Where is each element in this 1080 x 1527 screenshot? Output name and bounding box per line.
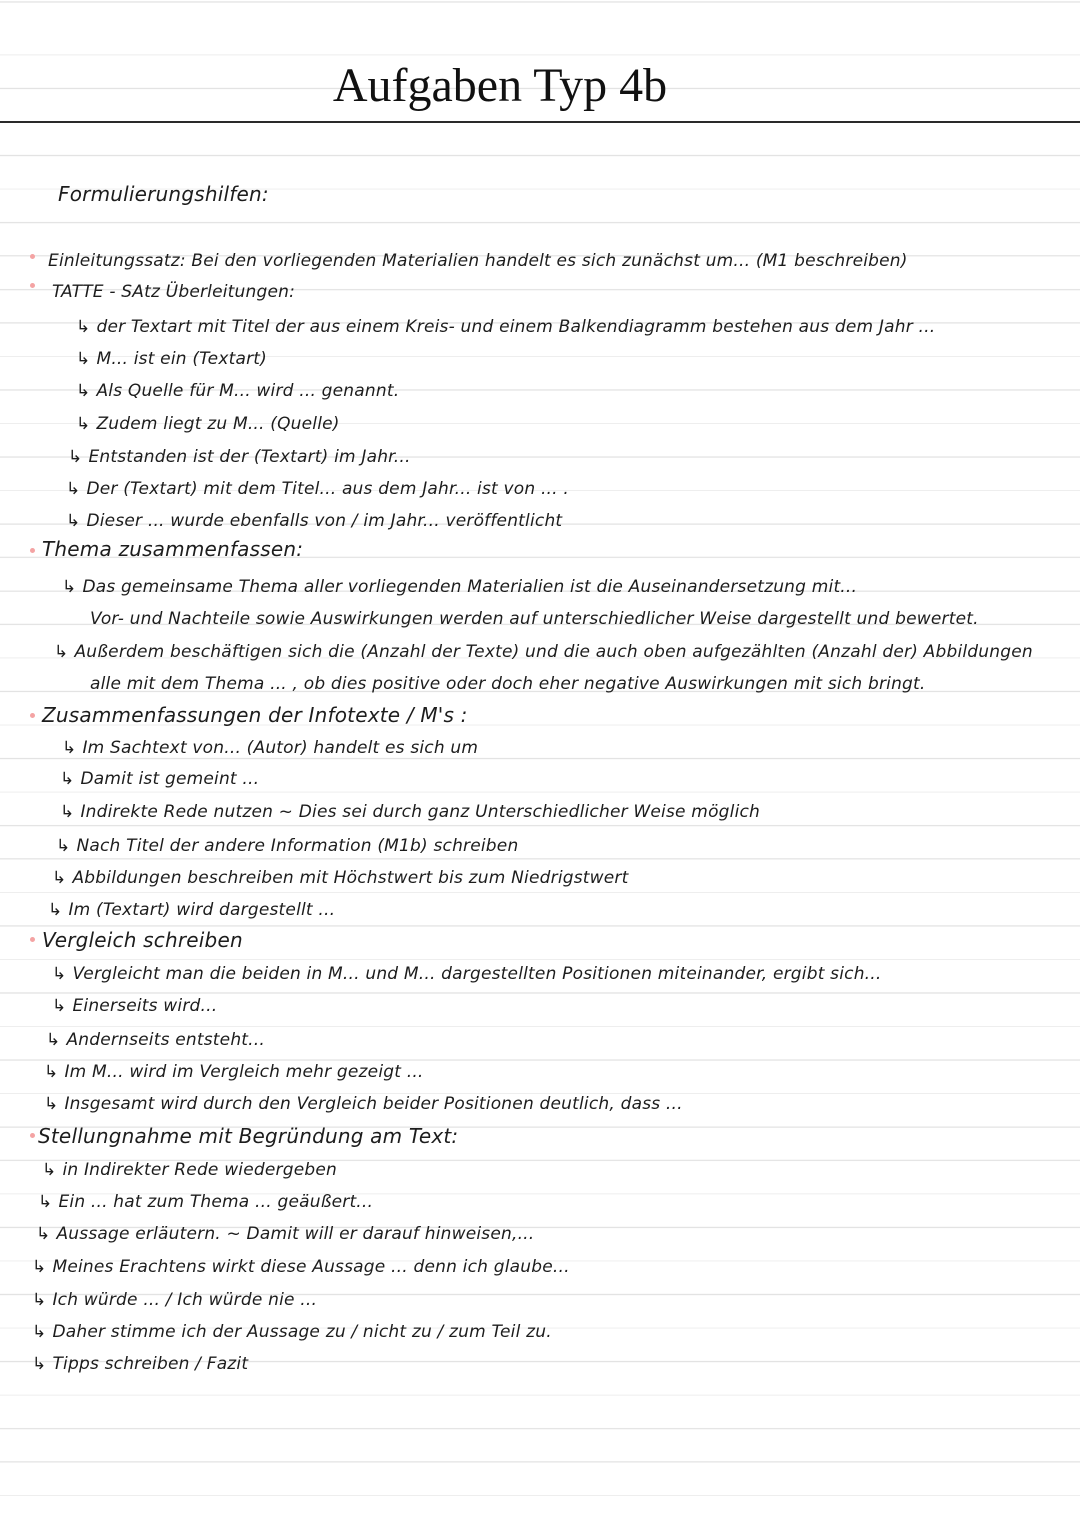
line-thema-4: alle mit dem Thema ... , ob dies positive oder doch eher negative Auswirkungen mit sich bringt.: [90, 674, 926, 694]
arrow-icon: ↳: [60, 769, 75, 789]
line-stellungnahme-1: ↳ in Indirekter Rede wiedergeben: [42, 1160, 337, 1180]
heading-formulierungshilfen: Formulierungshilfen:: [58, 182, 269, 206]
arrow-icon: ↳: [76, 381, 91, 401]
line-tatte-2: ↳ M... ist ein (Textart): [76, 349, 267, 369]
arrow-icon: ↳: [56, 836, 71, 856]
arrow-icon: ↳: [68, 447, 83, 467]
arrow-icon: ↳: [76, 349, 91, 369]
line-stellungnahme-7: ↳ Tipps schreiben / Fazit: [32, 1354, 249, 1374]
line-stellungnahme-6: ↳ Daher stimme ich der Aussage zu / nicht zu / zum Teil zu.: [32, 1322, 552, 1342]
arrow-icon: ↳: [32, 1257, 47, 1277]
line-thema-1: ↳ Das gemeinsame Thema aller vorliegenden Materialien ist die Auseinandersetzung mit...: [62, 577, 858, 597]
bullet-dot: [30, 1133, 35, 1138]
line-zusammenfassung-6: ↳ Im (Textart) wird dargestellt ...: [48, 900, 336, 920]
line-thema-zusammenfassen: Thema zusammenfassen:: [42, 537, 304, 561]
page-title: Aufgaben Typ 4b: [332, 59, 668, 112]
line-tatte-1: ↳ der Textart mit Titel der aus einem Kreis- und einem Balkendiagramm bestehen aus dem Jahr ...: [76, 317, 936, 337]
line-tatte-7: ↳ Dieser ... wurde ebenfalls von / im Jahr... veröffentlicht: [66, 511, 563, 531]
line-zusammenfassung-5: ↳ Abbildungen beschreiben mit Höchstwert bis zum Niedrigstwert: [52, 868, 629, 888]
arrow-icon: ↳: [76, 317, 91, 337]
arrow-icon: ↳: [66, 479, 81, 499]
line-zusammenfassung-1: ↳ Im Sachtext von... (Autor) handelt es sich um: [62, 738, 479, 758]
line-stellungnahme: Stellungnahme mit Begründung am Text:: [38, 1124, 459, 1148]
line-vergleich-5: ↳ Insgesamt wird durch den Vergleich beider Positionen deutlich, dass ...: [44, 1094, 683, 1114]
arrow-icon: ↳: [38, 1192, 53, 1212]
line-vergleich-1: ↳ Vergleicht man die beiden in M... und M... dargestellten Positionen miteinander, ergibt sich...: [52, 964, 882, 984]
bullet-dot: [30, 548, 35, 553]
line-zusammenfassungen: Zusammenfassungen der Infotexte / M's :: [42, 703, 468, 727]
line-tatte-3: ↳ Als Quelle für M... wird ... genannt.: [76, 381, 400, 401]
line-vergleich-2: ↳ Einerseits wird...: [52, 996, 218, 1016]
bullet-dot: [30, 254, 35, 259]
arrow-icon: ↳: [44, 1062, 59, 1082]
line-zusammenfassung-4: ↳ Nach Titel der andere Information (M1b) schreiben: [56, 836, 519, 856]
line-thema-2: Vor- und Nachteile sowie Auswirkungen werden auf unterschiedlicher Weise dargestellt und bewertet.: [90, 609, 979, 629]
line-zusammenfassung-2: ↳ Damit ist gemeint ...: [60, 769, 260, 789]
arrow-icon: ↳: [36, 1224, 51, 1244]
arrow-icon: ↳: [52, 996, 67, 1016]
line-tatte-5: ↳ Entstanden ist der (Textart) im Jahr...: [68, 447, 411, 467]
arrow-icon: ↳: [48, 900, 63, 920]
arrow-icon: ↳: [52, 868, 67, 888]
line-stellungnahme-4: ↳ Meines Erachtens wirkt diese Aussage ... denn ich glaube...: [32, 1257, 570, 1277]
line-vergleich-3: ↳ Andernseits entsteht...: [46, 1030, 265, 1050]
arrow-icon: ↳: [76, 414, 91, 434]
line-zusammenfassung-3: ↳ Indirekte Rede nutzen ~ Dies sei durch ganz Unterschiedlicher Weise möglich: [60, 802, 761, 822]
bullet-dot: [30, 937, 35, 942]
arrow-icon: ↳: [32, 1354, 47, 1374]
line-stellungnahme-5: ↳ Ich würde ... / Ich würde nie ...: [32, 1290, 318, 1310]
arrow-icon: ↳: [66, 511, 81, 531]
bullet-dot: [30, 283, 35, 288]
arrow-icon: ↳: [60, 802, 75, 822]
arrow-icon: ↳: [62, 577, 77, 597]
line-vergleich-schreiben: Vergleich schreiben: [42, 928, 243, 952]
arrow-icon: ↳: [62, 738, 77, 758]
line-stellungnahme-2: ↳ Ein ... hat zum Thema ... geäußert...: [38, 1192, 374, 1212]
line-vergleich-4: ↳ Im M... wird im Vergleich mehr gezeigt ...: [44, 1062, 424, 1082]
bullet-dot: [30, 713, 35, 718]
arrow-icon: ↳: [46, 1030, 61, 1050]
arrow-icon: ↳: [32, 1290, 47, 1310]
arrow-icon: ↳: [52, 964, 67, 984]
title-underline: [0, 121, 1080, 123]
arrow-icon: ↳: [44, 1094, 59, 1114]
arrow-icon: ↳: [42, 1160, 57, 1180]
line-stellungnahme-3: ↳ Aussage erläutern. ~ Damit will er darauf hinweisen,...: [36, 1224, 535, 1244]
line-tatte-satz: TATTE - SAtz Überleitungen:: [52, 282, 296, 302]
line-tatte-4: ↳ Zudem liegt zu M... (Quelle): [76, 414, 340, 434]
line-thema-3: ↳ Außerdem beschäftigen sich die (Anzahl der Texte) und die auch oben aufgezählten (Anzahl der) Abbildungen: [54, 642, 1033, 662]
line-einleitungssatz: Einleitungssatz: Bei den vorliegenden Materialien handelt es sich zunächst um... (M1 beschreiben): [48, 251, 908, 271]
arrow-icon: ↳: [54, 642, 69, 662]
arrow-icon: ↳: [32, 1322, 47, 1342]
line-tatte-6: ↳ Der (Textart) mit dem Titel... aus dem Jahr... ist von ... .: [66, 479, 569, 499]
